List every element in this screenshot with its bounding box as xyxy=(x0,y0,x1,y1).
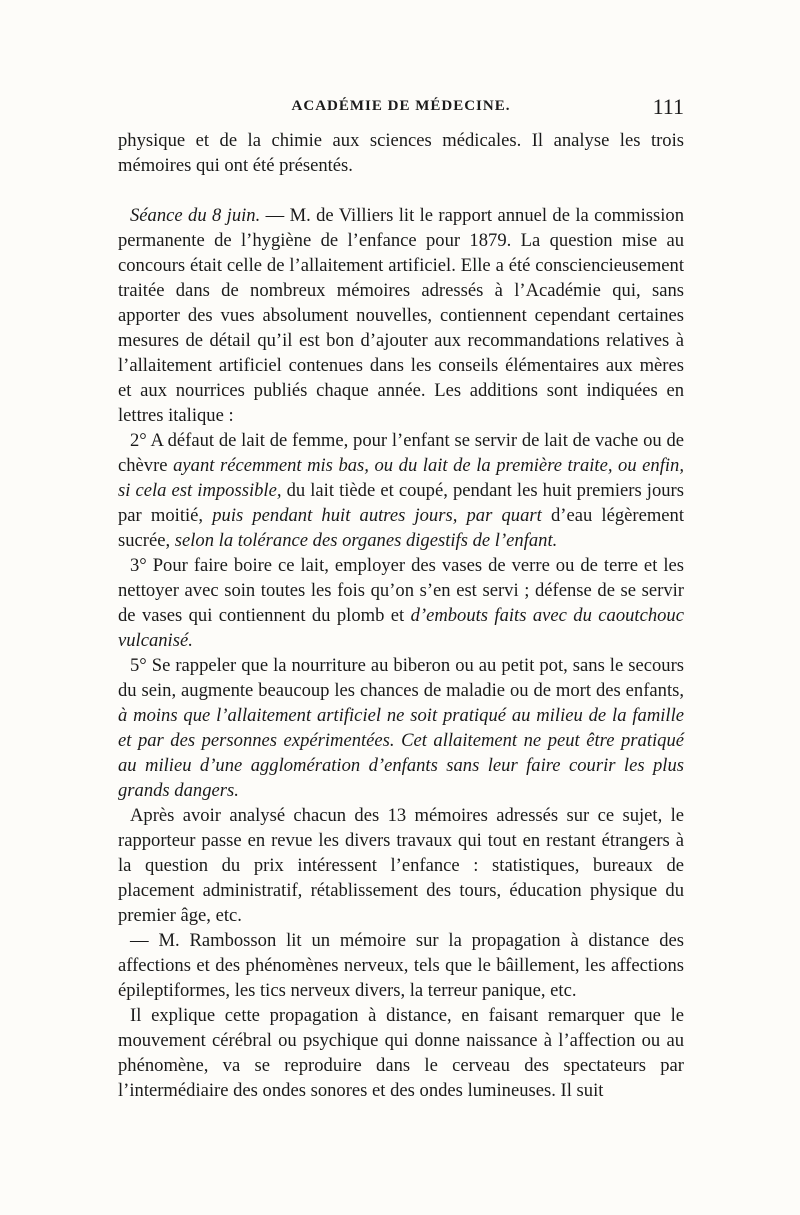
paragraph-text: 2° A défaut de lait de femme, pour l’enfant se servir de lait de vache ou de chèvre xyxy=(118,430,684,476)
paragraph-text: — M. de Villiers lit le rapport annuel de la commission permanente de l’hygiène de l’enfance pour 1879. La question mise au concours était celle de l’allaitement artificiel. Elle a été consciencieusement traitée dans de nombreux mémoires adressés à l’Académie qui, sans apporter des vues absolument nouvelles, contiennent cependant certaines mesures de détail qu’il est bon d’ajouter aux recommandations relatives à l’allaitement artificiel contenues dans les conseils élémentaires aux mères et aux nourrices publiés chaque année. Les additions sont indiquées en lettres italique : xyxy=(118,205,684,426)
paragraph-item-3 xyxy=(118,553,684,653)
paragraph-text: — M. Rambosson lit un mémoire sur la propagation à distance des affections et des phénomènes nerveux, tels que le bâillement, les affections épileptiformes, les tics nerveux divers, la terreur panique, etc. xyxy=(118,930,684,1001)
paragraph-text: Il explique cette propagation à distance, en faisant remarquer que le mouvement cérébral ou psychique qui donne naissance à l’affection ou au phénomène, va se reproduire dans le cerveau des spectateurs par l’intermédiaire des ondes sonores et des ondes lumineuses. Il suit xyxy=(118,1005,684,1101)
paragraph-text: physique et de la chimie aux sciences médicales. Il analyse les trois mémoires qui ont été présentés. xyxy=(118,130,684,176)
paragraph-item-5 xyxy=(118,653,684,803)
paragraph-explique xyxy=(118,1003,684,1103)
paragraph-text: Après avoir analysé chacun des 13 mémoires adressés sur ce sujet, le rapporteur passe en revue les divers travaux qui tout en restant étrangers à la question du prix intéressent l’enfance : statistiques, bureaux de placement administratif, rétablissement des tours, éducation physique du premier âge, etc. xyxy=(118,805,684,926)
paragraph-text: 3° Pour faire boire ce lait, employer des vases de verre ou de terre et les nettoyer avec soin toutes les fois qu’on s’en est servi ; défense de se servir de vases qui contiennent du plomb et xyxy=(118,555,684,626)
italic-addition: selon la tolérance des organes digestifs de l’enfant. xyxy=(174,530,558,551)
running-header xyxy=(118,96,684,122)
paragraph-physique xyxy=(118,128,684,178)
italic-addition: d’embouts faits avec du caoutchouc vulcanisé. xyxy=(118,605,684,651)
paragraph-rambosson xyxy=(118,928,684,1003)
paragraph-seance xyxy=(118,203,684,428)
italic-addition: à moins que l’allaitement artificiel ne soit pratiqué au milieu de la famille et par des personnes expérimentées. Cet allaitement ne peut être pratiqué au milieu d’une agglomération d’enfants sans leur faire courir les plus grands dangers. xyxy=(118,705,684,801)
paragraph-text: d’eau légèrement sucrée, xyxy=(118,505,684,551)
italic-addition: puis pendant huit autres jours, par quart xyxy=(212,505,542,526)
italic-addition: ayant récemment mis bas, ou du lait de la première traite, ou enfin, si cela est impossible, xyxy=(118,455,684,501)
paragraph-text: du lait tiède et coupé, pendant les huit premiers jours par moitié, xyxy=(118,480,684,526)
paragraph-item-2 xyxy=(118,428,684,553)
running-title: ACADÉMIE DE MÉDECINE. xyxy=(291,98,511,114)
paragraph-apres-avoir xyxy=(118,803,684,928)
session-date: Séance du 8 juin. xyxy=(130,205,261,226)
paragraph-text: 5° Se rappeler que la nourriture au biberon ou au petit pot, sans le secours du sein, augmente beaucoup les chances de maladie ou de mort des enfants, xyxy=(118,655,684,701)
body-text xyxy=(118,128,684,1103)
page-number: 111 xyxy=(652,94,684,119)
